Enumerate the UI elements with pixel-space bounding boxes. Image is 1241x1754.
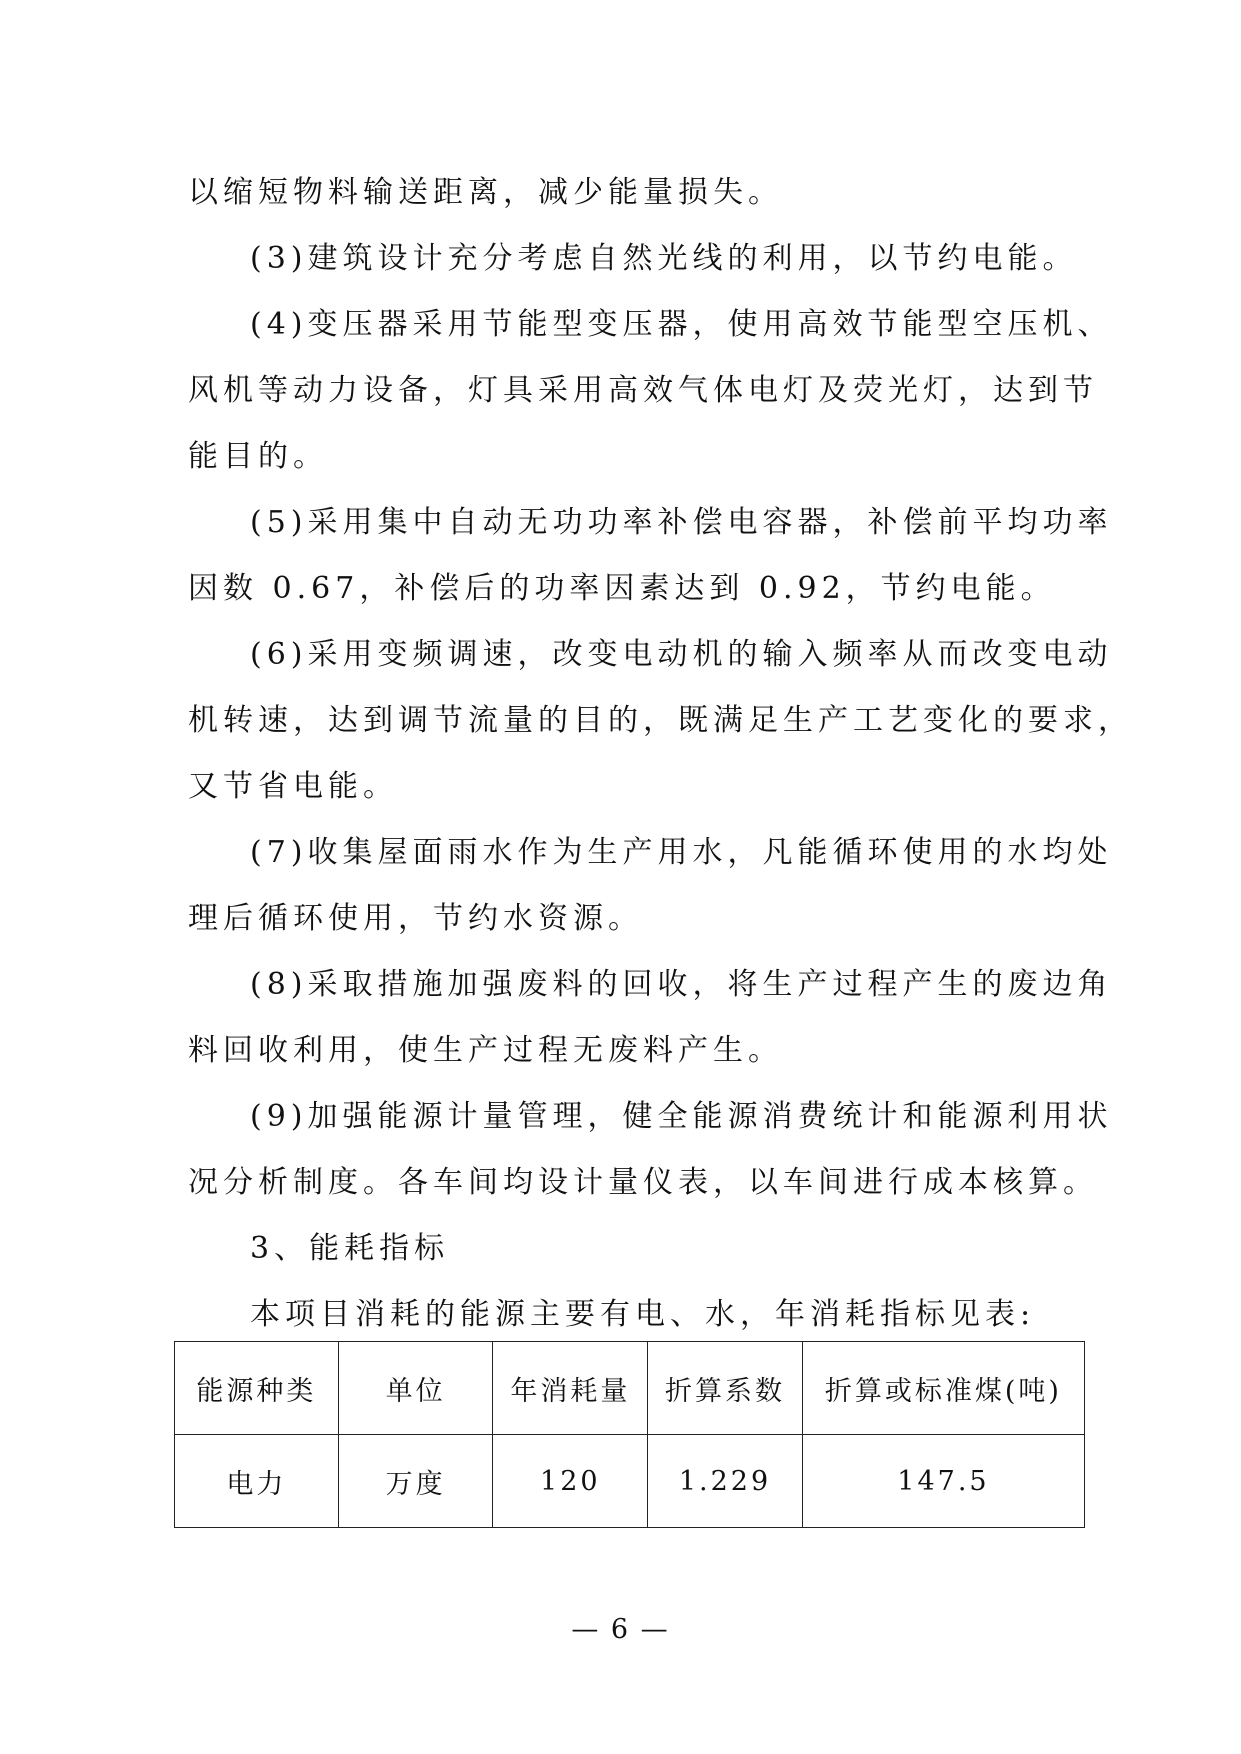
energy-consumption-table	[174, 1341, 1085, 1528]
header-energy-type: 能源种类	[175, 1342, 339, 1435]
paragraph-line: 料回收利用，使生产过程无废料产生。	[188, 1033, 783, 1068]
cell-unit: 万度	[338, 1435, 493, 1528]
paragraph-line: (7)收集屋面雨水作为生产用水，凡能循环使用的水均处	[250, 835, 1113, 870]
paragraph-line: (4)变压器采用节能型变压器，使用高效节能型空压机、	[250, 307, 1113, 342]
cell-energy-type: 电力	[175, 1435, 339, 1528]
document-body	[188, 160, 1133, 1348]
cell-standard-coal: 147.5	[802, 1435, 1084, 1528]
paragraph-line: (9)加强能源计量管理，健全能源消费统计和能源利用状	[250, 1099, 1113, 1134]
paragraph-line: 以缩短物料输送距离，减少能量损失。	[188, 175, 783, 210]
cell-conversion-factor: 1.229	[648, 1435, 803, 1528]
paragraph-line: (3)建筑设计充分考虑自然光线的利用，以节约电能。	[250, 241, 1078, 276]
header-conversion-factor: 折算系数	[648, 1342, 803, 1435]
header-standard-coal: 折算或标准煤(吨)	[802, 1342, 1084, 1435]
paragraph-line: (5)采用集中自动无功功率补偿电容器，补偿前平均功率	[250, 505, 1113, 540]
page-number: — 6 —	[571, 1614, 670, 1645]
paragraph-line: 风机等动力设备，灯具采用高效气体电灯及荧光灯，达到节	[188, 373, 1098, 408]
paragraph-line: 况分析制度。各车间均设计量仪表，以车间进行成本核算。	[188, 1165, 1098, 1200]
paragraph-line: (6)采用变频调速，改变电动机的输入频率从而改变电动	[250, 637, 1113, 672]
header-unit: 单位	[338, 1342, 493, 1435]
paragraph-line: 又节省电能。	[188, 769, 398, 804]
paragraph-line: 本项目消耗的能源主要有电、水，年消耗指标见表:	[250, 1297, 1036, 1332]
paragraph-line: 理后循环使用，节约水资源。	[188, 901, 643, 936]
table-row	[175, 1435, 1085, 1528]
table-header-row	[175, 1342, 1085, 1435]
cell-annual-consumption: 120	[493, 1435, 648, 1528]
paragraph-line: 3、能耗指标	[250, 1231, 450, 1266]
header-annual-consumption: 年消耗量	[493, 1342, 648, 1435]
paragraph-line: 能目的。	[188, 439, 328, 474]
paragraph-line: (8)采取措施加强废料的回收，将生产过程产生的废边角	[250, 967, 1113, 1002]
paragraph-line: 机转速，达到调节流量的目的，既满足生产工艺变化的要求，	[188, 703, 1133, 738]
paragraph-line: 因数 0.67，补偿后的功率因素达到 0.92，节约电能。	[188, 571, 1056, 606]
